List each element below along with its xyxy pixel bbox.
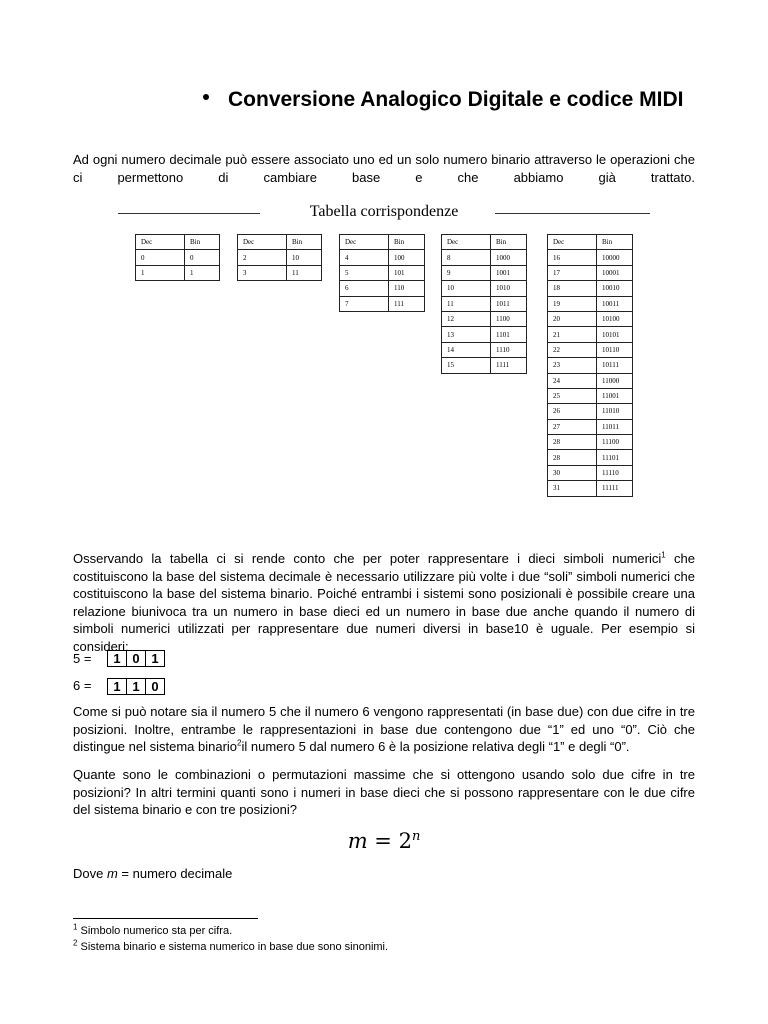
dec-cell: 9 bbox=[442, 265, 491, 280]
table-row bbox=[442, 311, 527, 326]
table-row bbox=[442, 265, 527, 280]
dec-cell: 19 bbox=[548, 296, 597, 311]
bin-cell: 10111 bbox=[597, 358, 633, 373]
col-header-bin: Bin bbox=[389, 235, 425, 250]
footnote-1-text: Simbolo numerico sta per cifra. bbox=[77, 925, 233, 937]
footnote-ref-1[interactable]: 1 bbox=[661, 550, 666, 560]
table-row bbox=[442, 342, 527, 357]
table-row bbox=[548, 327, 633, 342]
col-header-bin: Bin bbox=[491, 235, 527, 250]
dec-cell: 1 bbox=[136, 265, 185, 280]
conversion-table-2 bbox=[237, 234, 322, 281]
conversion-table-4 bbox=[441, 234, 527, 374]
table-row bbox=[548, 296, 633, 311]
table-header-row bbox=[340, 235, 425, 250]
table-row bbox=[340, 265, 425, 280]
dec-cell: 8 bbox=[442, 250, 491, 265]
table-row bbox=[548, 311, 633, 326]
table-row bbox=[548, 281, 633, 296]
formula bbox=[0, 829, 768, 853]
paragraph-comparison bbox=[73, 703, 695, 756]
table-row bbox=[548, 388, 633, 403]
table-row bbox=[238, 250, 322, 265]
intro-paragraph: Ad ogni numero decimale può essere associato uno ed un solo numero binario attraverso le operazioni che ci permettono di cambiare base e che abbiamo già trattato. bbox=[73, 152, 695, 185]
caption-rule-right bbox=[495, 213, 650, 214]
paragraph-question: Quante sono le combinazioni o permutazioni massime che si ottengono usando solo due cifre in tre posizioni? In altri termini quanti sono i numeri in base dieci che si possono rappresentare con le due cifre del sistema binario e con tre posizioni? bbox=[73, 767, 695, 817]
col-header-dec: Dec bbox=[136, 235, 185, 250]
bit-cell: 0 bbox=[127, 651, 146, 666]
table-row bbox=[548, 342, 633, 357]
bin-cell: 10100 bbox=[597, 311, 633, 326]
bin-cell: 1011 bbox=[491, 296, 527, 311]
bin-cell: 1001 bbox=[491, 265, 527, 280]
table-row bbox=[340, 281, 425, 296]
table-header-row bbox=[136, 235, 220, 250]
bin-cell: 11101 bbox=[597, 450, 633, 465]
col-header-bin: Bin bbox=[287, 235, 322, 250]
bit-cell: 1 bbox=[151, 651, 159, 666]
bin-cell: 11010 bbox=[597, 404, 633, 419]
table-row bbox=[548, 481, 633, 496]
bin-cell: 11001 bbox=[597, 388, 633, 403]
bin-cell: 111 bbox=[389, 296, 425, 311]
dec-cell: 13 bbox=[442, 327, 491, 342]
bin-cell: 10011 bbox=[597, 296, 633, 311]
table-caption: Tabella corrispondenze bbox=[309, 203, 459, 220]
bin-cell: 100 bbox=[389, 250, 425, 265]
col-header-dec: Dec bbox=[238, 235, 287, 250]
conversion-table-5 bbox=[547, 234, 633, 497]
col-header-dec: Dec bbox=[548, 235, 597, 250]
table-row bbox=[548, 265, 633, 280]
bin-cell: 11100 bbox=[597, 435, 633, 450]
dec-cell: 10 bbox=[442, 281, 491, 296]
table-row bbox=[548, 404, 633, 419]
bin-cell: 1111 bbox=[491, 358, 527, 373]
bin-cell: 1 bbox=[185, 265, 220, 280]
example-6-bits bbox=[107, 678, 165, 695]
bin-cell: 11 bbox=[287, 265, 322, 280]
table-row bbox=[442, 358, 527, 373]
dec-cell: 28 bbox=[548, 450, 597, 465]
bin-cell: 11011 bbox=[597, 419, 633, 434]
conversion-table-1 bbox=[135, 234, 220, 281]
dec-cell: 26 bbox=[548, 404, 597, 419]
table-row bbox=[548, 358, 633, 373]
table-row bbox=[442, 296, 527, 311]
dec-cell: 6 bbox=[340, 281, 389, 296]
bit-cell: 1 bbox=[108, 679, 127, 694]
table-row bbox=[548, 465, 633, 480]
example-6-label: 6 = bbox=[73, 678, 92, 693]
para1-text: Osservando la tabella ci si rende conto che per poter rappresentare i dieci simboli numerici bbox=[73, 551, 662, 566]
formula-base: 2 bbox=[398, 829, 412, 853]
table-row bbox=[548, 450, 633, 465]
dec-cell: 18 bbox=[548, 281, 597, 296]
dec-cell: 15 bbox=[442, 358, 491, 373]
bin-cell: 10101 bbox=[597, 327, 633, 342]
col-header-bin: Bin bbox=[597, 235, 633, 250]
bin-cell: 11110 bbox=[597, 465, 633, 480]
conversion-table-3 bbox=[339, 234, 425, 312]
example-5-label: 5 = bbox=[73, 651, 92, 666]
footnote-1-number: 1 bbox=[73, 922, 78, 932]
table-row bbox=[548, 250, 633, 265]
dec-cell: 17 bbox=[548, 265, 597, 280]
bit-cell: 0 bbox=[151, 679, 159, 694]
dec-cell: 21 bbox=[548, 327, 597, 342]
bin-cell: 1101 bbox=[491, 327, 527, 342]
footnote-1 bbox=[73, 922, 233, 937]
where-suffix: = numero decimale bbox=[117, 866, 233, 881]
dec-cell: 28 bbox=[548, 435, 597, 450]
table-row bbox=[442, 281, 527, 296]
dec-cell: 27 bbox=[548, 419, 597, 434]
bin-cell: 1110 bbox=[491, 342, 527, 357]
bin-cell: 11000 bbox=[597, 373, 633, 388]
table-row bbox=[136, 250, 220, 265]
bin-cell: 0 bbox=[185, 250, 220, 265]
para1-text-cont: che costituiscono la base del sistema decimale è necessario utilizzare più volte i due “soli” simboli numerici che costituiscono la base del sistema binario. Poiché entrambi i sistemi sono posizionali è possibile creare una relazione biunivoca tra un numero in base dieci ed un numero in base due anche quando il numero di simboli numerici utilizzati per rappresentare due numeri diversi in base10 è uguale. Per esempio si consideri: bbox=[73, 551, 695, 654]
dec-cell: 23 bbox=[548, 358, 597, 373]
where-line bbox=[73, 866, 232, 881]
dec-cell: 7 bbox=[340, 296, 389, 311]
page-title: Conversione Analogico Digitale e codice MIDI bbox=[228, 88, 684, 111]
where-prefix: Dove bbox=[73, 866, 107, 881]
bin-cell: 10000 bbox=[597, 250, 633, 265]
dec-cell: 2 bbox=[238, 250, 287, 265]
col-header-dec: Dec bbox=[442, 235, 491, 250]
footnote-ref-2[interactable]: 2 bbox=[237, 738, 242, 748]
bin-cell: 110 bbox=[389, 281, 425, 296]
formula-lhs: m bbox=[347, 829, 368, 853]
bit-cell: 1 bbox=[108, 651, 127, 666]
dec-cell: 30 bbox=[548, 465, 597, 480]
table-row bbox=[340, 250, 425, 265]
where-var: m bbox=[106, 866, 118, 881]
footnote-2-number: 2 bbox=[73, 938, 78, 948]
table-row bbox=[548, 419, 633, 434]
col-header-bin: Bin bbox=[185, 235, 220, 250]
table-header-row bbox=[442, 235, 527, 250]
bin-cell: 1010 bbox=[491, 281, 527, 296]
bin-cell: 11111 bbox=[597, 481, 633, 496]
bullet-icon bbox=[203, 94, 209, 100]
para2-text: Come si può notare sia il numero 5 che il numero 6 vengono rappresentati (in base due) con due cifre in tre posizioni. Inoltre, entrambe le rappresentazioni in base due contengono due “1” ed uno “0”. Ciò che distingue nel sistema binario bbox=[73, 704, 695, 754]
para2-text-cont: il numero 5 dal numero 6 è la posizione relativa degli “1” e degli “0”. bbox=[241, 739, 630, 754]
bin-cell: 1000 bbox=[491, 250, 527, 265]
dec-cell: 11 bbox=[442, 296, 491, 311]
dec-cell: 24 bbox=[548, 373, 597, 388]
formula-equals: = bbox=[367, 829, 399, 853]
table-row bbox=[442, 327, 527, 342]
bin-cell: 101 bbox=[389, 265, 425, 280]
footnote-separator bbox=[73, 918, 258, 919]
table-header-row bbox=[238, 235, 322, 250]
bin-cell: 10010 bbox=[597, 281, 633, 296]
bin-cell: 10001 bbox=[597, 265, 633, 280]
footnote-2 bbox=[73, 938, 389, 953]
example-5-bits bbox=[107, 650, 165, 667]
dec-cell: 31 bbox=[548, 481, 597, 496]
table-header-row bbox=[548, 235, 633, 250]
bin-cell: 10 bbox=[287, 250, 322, 265]
table-row bbox=[548, 373, 633, 388]
dec-cell: 16 bbox=[548, 250, 597, 265]
table-row bbox=[136, 265, 220, 280]
dec-cell: 25 bbox=[548, 388, 597, 403]
dec-cell: 4 bbox=[340, 250, 389, 265]
table-row bbox=[442, 250, 527, 265]
dec-cell: 12 bbox=[442, 311, 491, 326]
dec-cell: 20 bbox=[548, 311, 597, 326]
table-row bbox=[548, 435, 633, 450]
formula-exponent: n bbox=[411, 829, 421, 844]
dec-cell: 0 bbox=[136, 250, 185, 265]
table-row bbox=[340, 296, 425, 311]
paragraph-observation bbox=[73, 550, 695, 655]
dec-cell: 5 bbox=[340, 265, 389, 280]
col-header-dec: Dec bbox=[340, 235, 389, 250]
bin-cell: 10110 bbox=[597, 342, 633, 357]
table-row bbox=[238, 265, 322, 280]
dec-cell: 3 bbox=[238, 265, 287, 280]
footnote-2-text: Sistema binario e sistema numerico in base due sono sinonimi. bbox=[77, 941, 389, 953]
bit-cell: 1 bbox=[127, 679, 146, 694]
dec-cell: 14 bbox=[442, 342, 491, 357]
bin-cell: 1100 bbox=[491, 311, 527, 326]
dec-cell: 22 bbox=[548, 342, 597, 357]
